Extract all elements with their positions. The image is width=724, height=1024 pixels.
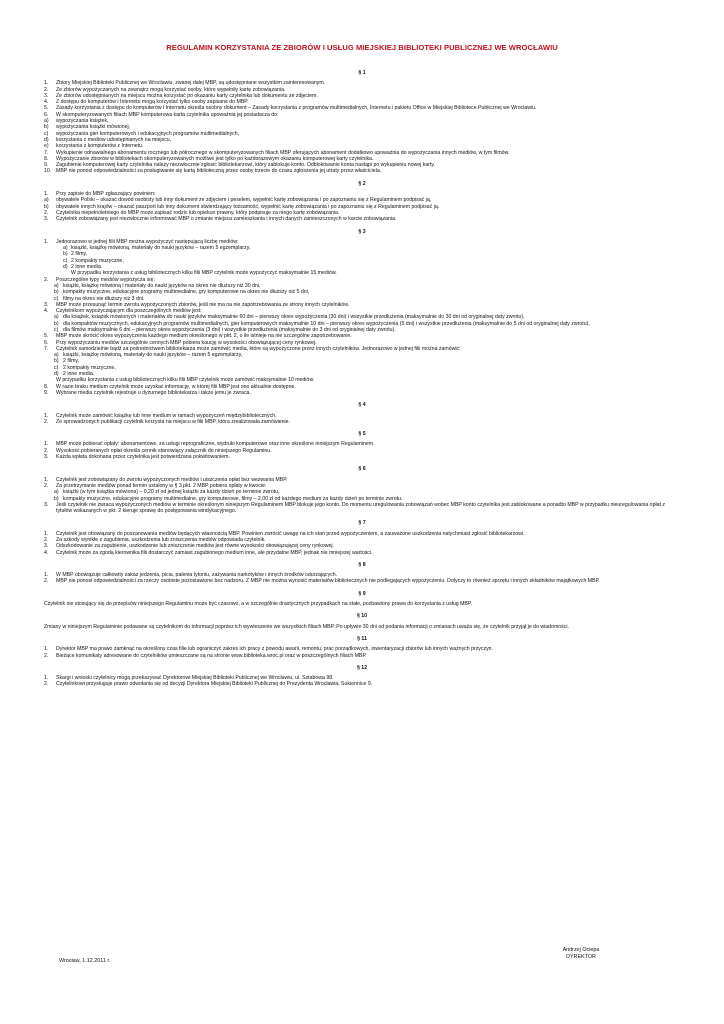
item-number: 8.: [44, 383, 49, 390]
section-heading: § 3: [358, 228, 366, 235]
item-number: b): [63, 251, 68, 258]
list-item: [44, 681, 680, 687]
item-number: 9.: [44, 389, 49, 396]
item-text: Przy wypożyczaniu mediów szczególnie cennych MBP pobiera kaucję w wysokości obowiązującej ceny rynkowej.: [56, 339, 317, 346]
item-number: 4.: [44, 549, 49, 556]
item-text: 2 inne media.: [71, 264, 103, 271]
item-text: Odszkodowanie za zagubienie, uszkodzenie lub zniszczenie mediów jest równe wysokości obowiązującej ceny rynkowej.: [56, 543, 334, 550]
list-item: [44, 624, 680, 630]
item-text: Bieżące komunikaty adresowane do czytelników umieszczane są na stronie www.biblioteka.wroc.pl oraz w poszczególnych filiach MBP.: [56, 652, 367, 659]
list-item: [44, 454, 680, 460]
item-number: 3.: [44, 543, 49, 550]
item-text: książki, książkę mówioną i materiały do nauki języków na okres nie dłuższy niż 30 dni,: [63, 282, 261, 289]
item-text: Ze sprowadzonych publikacji czytelnik korzysta na miejscu w filii MBP, która zrealizowała zamówienie.: [56, 418, 291, 425]
item-number: 2.: [44, 447, 49, 454]
item-number: 2.: [44, 418, 49, 425]
item-number: 1.: [44, 530, 49, 537]
signatory-role: DYREKTOR: [566, 954, 596, 960]
item-text: Czytelnik zobowiązany jest niezwłocznie informować MBP o zmianie miejsca zamieszkania i innych danych zamieszczonych w karcie zobowiązania.: [56, 216, 397, 223]
item-number: c): [54, 295, 59, 302]
item-number: b): [54, 495, 59, 502]
list-item: [44, 390, 680, 396]
item-text: Poszczególne typy mediów wypożycza się:: [56, 276, 155, 283]
item-text: dla książek, książek mówionych i materiałów do nauki języków maksymalnie 60 dni – pierwszy okres wypożyczenia (30 dni) i wszystkie przedłużenia (maksymalnie do 30 dni od oryginalnej daty zwrotu),: [63, 314, 525, 321]
item-text: obywatele innych krajów – okazać paszport lub inny dokument stwierdzający tożsamość, wypełnić kartę zobowiązania i po zapoznaniu się z Regulaminem podpisać ją.: [56, 203, 440, 210]
item-text: Jednorazowo w jednej filii MBP można wypożyczyć następującą liczbę mediów:: [56, 238, 239, 245]
document-title: REGULAMIN KORZYSTANIA ZE ZBIORÓW I USŁUG MIEJSKIEJ BIBLIOTEKI PUBLICZNEJ WE WROCŁAWIU: [166, 43, 558, 52]
item-text: obywatele Polski – okazać dowód osobisty lub inny dokument ze zdjęciem i peselem, wypełnić kartę zobowiązania i po zapoznaniu się z Regulaminem podpisać ją,: [56, 197, 432, 204]
item-number: 9.: [44, 162, 49, 169]
item-number: 1.: [44, 238, 49, 245]
item-text: 2 filmy,: [63, 358, 80, 365]
item-number: b): [44, 203, 49, 210]
item-number: 1.: [44, 476, 49, 483]
item-number: c): [44, 130, 49, 137]
item-number: 2.: [44, 537, 49, 543]
item-number: 4.: [44, 99, 49, 106]
item-text: Jeśli czytelnik nie zwraca wypożyczonych mediów w terminie określonym niniejszym Regulaminem MBP blokuje jego konto. Do momentu uregulowania zobowiązań wobec MBP konto czytelnika jest zablokowane a ponadto MBP w przypadku nieuregulowania opłat z tytułów wskazanych w pkt. 2 kieruje sprawę do postępowania windykacyjnego.: [56, 501, 665, 515]
list-item: [44, 502, 680, 515]
item-text: MBP może pobierać opłaty: abonamentowe, za usługi reprograficzne, wydruki komputerowe oraz inne określone niniejszym Regulaminem.: [56, 441, 375, 448]
regulations-body: [44, 70, 680, 688]
list-item: [44, 601, 680, 607]
item-text: kompakty muzyczne, edukacyjne programy multimedialne, gry komputerowe na okres nie dłuższy niż 5 dni,: [63, 289, 310, 296]
item-text: dla kompaktów muzycznych, edukacyjnych programów multimedialnych, gier komputerowych maksymalnie 10 dni – pierwszy okres wypożyczenia (5 dni) i wszystkie przedłużenia (maksymalnie do 5 dni od oryginalnej daty zwrotu),: [63, 320, 590, 327]
signature-block: [545, 947, 617, 961]
item-number: b): [44, 124, 49, 131]
item-text: wypożyczania książki mówionej,: [56, 124, 131, 131]
item-text: filmy na okres nie dłuższy niż 3 dni.: [63, 295, 145, 302]
item-text: Dyrektor MBP ma prawo zamknąć na określony czas filie lub ograniczyć zakres ich pracy z powodu awarii, remontu, prac porządkowych, inwentaryzacji zbiorów lub innych ważnych przyczyn.: [56, 646, 493, 653]
list-item: [44, 578, 680, 584]
item-text: Czytelnikowi przysługuje prawo odwołania się od decyzji Dyrektora Miejskiej Biblioteki Publicznej do Prezydenta Wrocławia, Sukiennice 9.: [56, 681, 373, 688]
item-text: 2 kompakty muzyczne,: [71, 257, 124, 264]
item-number: a): [63, 245, 68, 252]
item-text: MBP może skrócić okres wypożyczenia każdego medium określonego w pkt. 2, o ile istnieje na nie szczególne zapotrzebowanie.: [56, 333, 352, 340]
item-text: Zagubienie komputerowej karty czytelnika należy niezwłocznie zgłosić bibliotekarzowi, który zablokuje konto. Odblokowanie konta nastąpi po wykupieniu nowej karty.: [56, 162, 436, 169]
item-number: 1.: [44, 441, 49, 448]
item-text: Czytelnik samodzielnie bądź za pośrednictwem bibliotekarza może zamówić media, które są wypożyczone przez innych czytelników. Jednorazowo w jednej filii można zamówić:: [56, 345, 461, 352]
section-heading: § 8: [358, 561, 366, 568]
item-text: 2 inne media.: [63, 371, 95, 378]
item-text: wypożyczania gier komputerowych i edukacyjnych programów multimedialnych,: [56, 130, 240, 137]
item-number: 1.: [44, 412, 49, 419]
item-number: a): [54, 282, 59, 289]
section-heading: § 12: [356, 664, 368, 671]
item-number: d): [54, 371, 59, 378]
item-text: MBP może przesunąć termin zwrotu wypożyczonych zbiorów, jeśli nie ma na nie zapotrzebowania ze strony innych czytelników.: [56, 301, 350, 308]
item-text: Czytelnikom wypożyczającym dla poszczególnych mediów jest:: [56, 308, 202, 315]
item-number: d): [44, 136, 49, 143]
item-number: 2.: [44, 482, 49, 489]
list-item: [44, 550, 680, 556]
section-heading: § 5: [358, 431, 366, 438]
item-text: dla filmów maksymalnie 6 dni – pierwszy okres wypożyczenia (3 dni) i wszystkie przedłużenia (maksymalnie do 3 dni od oryginalnej daty zwrotu).: [63, 326, 396, 333]
item-number: 1.: [44, 675, 49, 682]
item-number: 2.: [44, 209, 49, 216]
list-item: [44, 216, 680, 222]
item-number: 6.: [44, 339, 49, 346]
item-number: 2.: [44, 652, 49, 659]
item-number: 3.: [44, 216, 49, 223]
item-text: Zasady korzystania z dostępu do komputerów i Internetu określa osobny dokument – Zasady korzystania z programów multimedialnych, Internetu i pakietu Office w Miejskiej Bibliotece Publicznej we Wrocławiu.: [56, 105, 537, 112]
item-number: 3.: [44, 92, 49, 99]
item-text: korzystania z mediów udostępnianych na miejscu,: [56, 136, 172, 143]
item-number: 1.: [44, 80, 49, 87]
item-text: Czytelnik może za zgodą kierownika filii dostarczyć zamiast zagubionego medium inne, ale przydatne MBP, jednak nie mniejszej wartości.: [56, 549, 373, 556]
signatory-name: Andrzej Ociepa: [562, 947, 600, 953]
section-heading: § 7: [358, 520, 366, 527]
section-heading: § 4: [358, 402, 366, 409]
item-text: W MBP obowiązuje całkowity zakaz jedzenia, picia, palenia tytoniu, zażywania narkotyków i innych środków odurzających.: [56, 572, 338, 579]
item-text: korzystania z komputerów z Internetu.: [56, 143, 144, 150]
item-text: Wypożyczanie zbiorów w bibliotekach skomputeryzowanych możliwe jest tylko po każdorazowym okazaniu komputerowej karty czytelnika.: [56, 155, 374, 162]
item-text: Z dostępu do komputerów i Internetu mogą korzystać tylko osoby zapisane do MBP.: [56, 99, 249, 106]
item-text: wypożyczania książek,: [56, 118, 109, 125]
item-text: Każda wpłata dokonana przez czytelnika jest potwierdzana pokwitowaniem.: [56, 454, 230, 461]
item-text: Wysokość pobieranych opłat określa cennik stanowiący załącznik do niniejszego Regulaminu.: [56, 447, 272, 454]
list-item: [44, 419, 680, 425]
item-number: a): [54, 314, 59, 321]
item-number: b): [54, 320, 59, 327]
item-number: c): [63, 257, 68, 264]
item-text: Skargi i wnioski czytelnicy mogą przekazywać Dyrektorowi Miejskiej Biblioteki Publicznej we Wrocławiu, ul. Sztabowa 98.: [56, 675, 334, 682]
item-number: 5.: [44, 333, 49, 340]
item-number: b): [54, 358, 59, 365]
section-heading: § 11: [357, 635, 367, 642]
item-number: 4.: [44, 308, 49, 315]
item-text: kompakty muzyczne, edukacyjne programy multimedialne, gry komputerowe, filmy – 2,00 zł od każdego medium za każdy dzień po terminie zwrotu.: [63, 495, 403, 502]
item-number: a): [54, 352, 59, 359]
item-number: 10.: [44, 168, 52, 175]
item-text: MBP nie ponosi odpowiedzialności za posługiwanie się kartą biblioteczną przez osoby trzecie do czasu zgłoszenia jej utraty przez właściciela.: [56, 168, 382, 175]
item-number: 7.: [44, 345, 49, 352]
item-text: Ze zbiorów wypożyczanych na zewnątrz mogą korzystać osoby, które wypełniły kartę zobowiązania.: [56, 86, 286, 93]
item-text: 2 filmy,: [71, 251, 88, 258]
item-text: Czytelnik może zamówić książkę lub inne medium w ramach wypożyczeń międzybibliotecznych.: [56, 412, 277, 419]
item-text: Ze zbiorów udostępnianych na miejscu można korzystać po okazaniu karty czytelnika lub dokumentu ze zdjęciem.: [56, 92, 318, 99]
item-text: Zbiory Miejskiej Biblioteki Publicznej we Wrocławiu, zwanej dalej MBP, są udostępniane wszystkim zainteresowanym.: [56, 80, 326, 87]
item-text: Wybrane media czytelnik rejestruje u dyżurnego bibliotekarza i także jemu je zwraca.: [56, 389, 251, 396]
item-text: 2 kompakty muzyczne,: [63, 364, 116, 371]
item-text: Zmiany w niniejszym Regulaminie podawane są czytelnikom do informacji poprzez ich wywieszenie we wszystkich filiach MBP. Po upływie 30 dni od podania informacji o zmianach uważa się, że czytelnik przyjął je do wiadomości.: [44, 623, 569, 630]
item-text: książki, książkę mówioną, materiały do nauki języków – razem 5 egzemplarzy,: [63, 352, 243, 359]
item-number: 5.: [44, 105, 49, 112]
item-number: 2.: [44, 86, 49, 93]
item-number: 1.: [44, 572, 49, 579]
item-number: 2.: [44, 681, 49, 688]
item-text: książki (w tym książka mówiona) – 0,20 zł od jednej książki za każdy dzień po terminie zwrotu,: [63, 489, 280, 496]
item-text: Wykupienie odnawialnego abonamentu rocznego lub półrocznego w skomputeryzowanych filiach MBP oferujących abonament dodatkowo upoważnia do wypożyczania innych mediów, w tym filmów.: [56, 149, 510, 156]
item-number: a): [54, 489, 59, 496]
item-number: c): [54, 326, 59, 333]
section-heading: § 10: [356, 613, 368, 620]
item-text: książki, książkę mówioną, materiały do nauki języków – razem 5 egzemplarzy,: [71, 245, 251, 252]
item-number: 7.: [44, 149, 49, 156]
place-date: Wrocław, 1.12.2011 r.: [59, 958, 111, 964]
item-number: 8.: [44, 155, 49, 162]
item-text: Czytelnika niepełnoletniego do MBP może zapisać rodzic lub opiekun prawny, który podpisuje za niego kartę zobowiązania.: [56, 209, 340, 216]
section-heading: § 2: [358, 180, 366, 187]
item-number: d): [63, 264, 68, 271]
item-number: e): [44, 143, 49, 150]
item-text: W skomputeryzowanych filiach MBP komputerowa karta czytelnika upoważnia jej posiadacza do:: [56, 111, 279, 118]
section-heading: § 1: [358, 70, 366, 76]
item-number: 2.: [44, 578, 49, 585]
item-text: Przy zapisie do MBP zgłaszający powinien:: [56, 191, 156, 198]
item-number: 2.: [44, 276, 49, 283]
section-heading: § 9: [358, 590, 366, 597]
item-number: c): [54, 364, 59, 371]
item-number: b): [54, 289, 59, 296]
list-item: [44, 653, 680, 659]
item-number: 1.: [44, 646, 49, 653]
item-number: 3.: [44, 301, 49, 308]
item-number: a): [44, 197, 49, 204]
item-text: W razie braku medium czytelnik może uzyskać informację, w której filii MBP jest ono aktualnie dostępne.: [56, 383, 296, 390]
item-text: W przypadku korzystania z usług bibliotecznych kilku filii MBP czytelnik może zamówić maksymalnie 10 mediów.: [56, 377, 315, 384]
item-text: Czytelnik jest zobowiązany do zwrotu wypożyczonych mediów i uiszczenia opłat bez wezwania MBP.: [56, 476, 288, 483]
item-text: W przypadku korzystania z usług bibliotecznych kilku filii MBP czytelnik może wypożyczyć maksymalnie 15 mediów.: [71, 270, 337, 277]
item-text: MBP nie ponosi odpowiedzialności za rzeczy osobiste pozostawione bez nadzoru. Z MBP nie można wynosić materiałów bibliotecznych nie podlegających wypożyczeniu. Dotyczy to również sprzętu i innych składników majątkowych MBP.: [56, 578, 600, 585]
item-text: Czytelnik jest obowiązany do poszanowania mediów będących własnością MBP. Powinien zwrócić uwagę na ich stan przed wypożyczeniem, a zauważone uszkodzenia natychmiast zgłosić bibliotekarzowi.: [56, 530, 525, 537]
item-text: Za przetrzymanie mediów ponad termin ustalony w § 3 pkt. 2 MBP pobiera opłaty w kwocie:: [56, 482, 267, 489]
list-item: [44, 168, 680, 174]
section-heading: § 6: [358, 466, 366, 473]
item-number: a): [44, 118, 49, 125]
item-number: 1.: [44, 191, 49, 198]
item-number: 3.: [44, 454, 49, 461]
item-text: Czytelnik nie stosujący się do przepisów niniejszego Regulaminu może być czasowo, a w szczególnie drastycznych przypadkach na stałe, pozbawiony prawa do korzystania z usług MBP.: [44, 601, 473, 608]
item-number: 3.: [44, 501, 49, 508]
item-number: 6.: [44, 111, 49, 118]
item-text: Za szkody wynikłe z zagubienia, uszkodzenia lub zniszczenia mediów odpowiada czytelnik.: [56, 537, 266, 543]
